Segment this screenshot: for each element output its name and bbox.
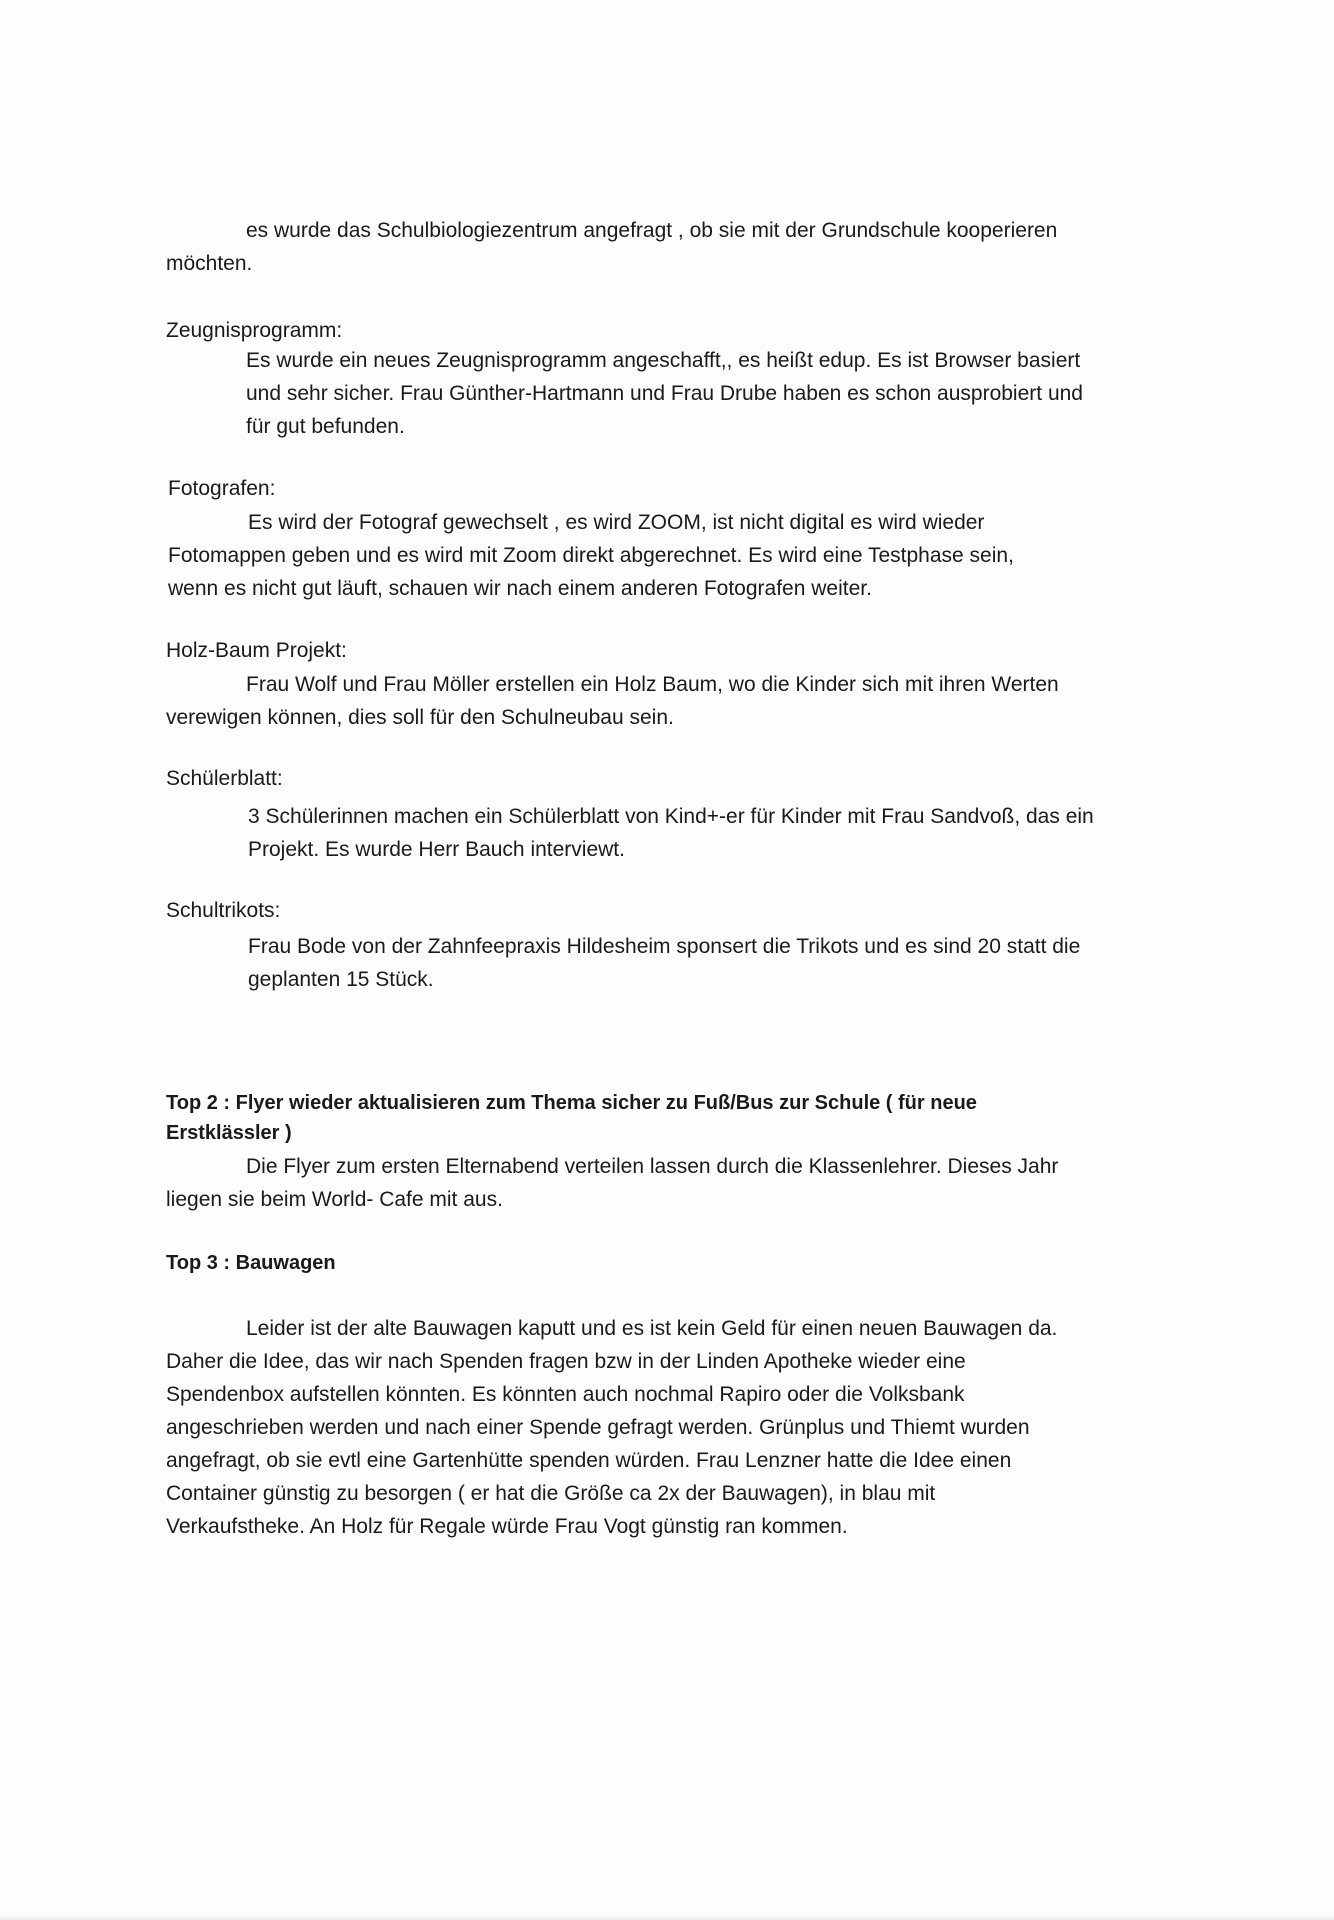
section-heading-schultrikots: Schultrikots: xyxy=(166,899,281,922)
top2-heading xyxy=(166,1088,977,1148)
top3-line-2: Daher die Idee, das wir nach Spenden fragen bzw in der Linden Apotheke wieder eine xyxy=(166,1350,966,1373)
top3-line-6: Container günstig zu besorgen ( er hat die Größe ca 2x der Bauwagen), in blau mit xyxy=(166,1482,936,1505)
top2-heading-line-2: Erstklässler ) xyxy=(166,1122,292,1144)
top3-body xyxy=(166,1312,1057,1543)
section-body-fotografen xyxy=(168,506,1014,605)
top2-line-2: liegen sie beim World- Cafe mit aus. xyxy=(166,1188,503,1211)
scan-bottom-edge xyxy=(0,1914,1334,1920)
foto-line-2: Fotomappen geben und es wird mit Zoom direkt abgerechnet. Es wird eine Testphase sein, xyxy=(168,544,1014,567)
intro-line-2: möchten. xyxy=(166,252,253,275)
top3-line-7: Verkaufstheke. An Holz für Regale würde Frau Vogt günstig ran kommen. xyxy=(166,1515,848,1538)
schuelerblatt-line-2: Projekt. Es wurde Herr Bauch interviewt. xyxy=(248,838,625,861)
section-heading-fotografen: Fotografen: xyxy=(168,477,276,500)
top3-line-5: angefragt, ob sie evtl eine Gartenhütte spenden würden. Frau Lenzner hatte die Idee einen xyxy=(166,1449,1012,1472)
holz-line-2: verewigen können, dies soll für den Schulneubau sein. xyxy=(166,706,674,729)
foto-line-1: Es wird der Fotograf gewechselt , es wird ZOOM, ist nicht digital es wird wieder xyxy=(248,511,985,534)
intro-line-1: es wurde das Schulbiologiezentrum angefragt , ob sie mit der Grundschule kooperieren xyxy=(246,219,1058,242)
section-heading-zeugnisprogramm: Zeugnisprogramm: xyxy=(166,319,343,342)
zeugnis-line-1: Es wurde ein neues Zeugnisprogramm angeschafft,, es heißt edup. Es ist Browser basiert xyxy=(246,349,1081,372)
holz-line-1: Frau Wolf und Frau Möller erstellen ein Holz Baum, wo die Kinder sich mit ihren Werten xyxy=(246,673,1059,696)
intro-paragraph xyxy=(166,214,1057,280)
top3-line-1: Leider ist der alte Bauwagen kaputt und es ist kein Geld für einen neuen Bauwagen da. xyxy=(246,1317,1058,1340)
section-body-holz-baum xyxy=(166,668,1059,734)
section-body-zeugnisprogramm xyxy=(246,344,1083,443)
top2-body xyxy=(166,1150,1058,1216)
section-heading-schuelerblatt: Schülerblatt: xyxy=(166,767,283,790)
section-body-schuelerblatt xyxy=(248,800,1094,866)
trikots-line-2: geplanten 15 Stück. xyxy=(248,968,434,991)
zeugnis-line-3: für gut befunden. xyxy=(246,415,405,438)
top3-heading: Top 3 : Bauwagen xyxy=(166,1252,336,1274)
section-body-schultrikots xyxy=(248,930,1080,996)
top2-line-1: Die Flyer zum ersten Elternabend verteilen lassen durch die Klassenlehrer. Dieses Jahr xyxy=(246,1155,1059,1178)
section-heading-holz-baum: Holz-Baum Projekt: xyxy=(166,639,347,662)
top2-heading-line-1: Top 2 : Flyer wieder aktualisieren zum Thema sicher zu Fuß/Bus zur Schule ( für neue xyxy=(166,1092,977,1114)
trikots-line-1: Frau Bode von der Zahnfeepraxis Hildesheim sponsert die Trikots und es sind 20 statt die xyxy=(248,935,1081,958)
top3-line-4: angeschrieben werden und nach einer Spende gefragt werden. Grünplus und Thiemt wurden xyxy=(166,1416,1030,1439)
top3-line-3: Spendenbox aufstellen könnten. Es könnten auch nochmal Rapiro oder die Volksbank xyxy=(166,1383,965,1406)
zeugnis-line-2: und sehr sicher. Frau Günther-Hartmann und Frau Drube haben es schon ausprobiert und xyxy=(246,382,1083,405)
schuelerblatt-line-1: 3 Schülerinnen machen ein Schülerblatt von Kind+-er für Kinder mit Frau Sandvoß, das ein xyxy=(248,805,1094,828)
foto-line-3: wenn es nicht gut läuft, schauen wir nach einem anderen Fotografen weiter. xyxy=(168,577,872,600)
